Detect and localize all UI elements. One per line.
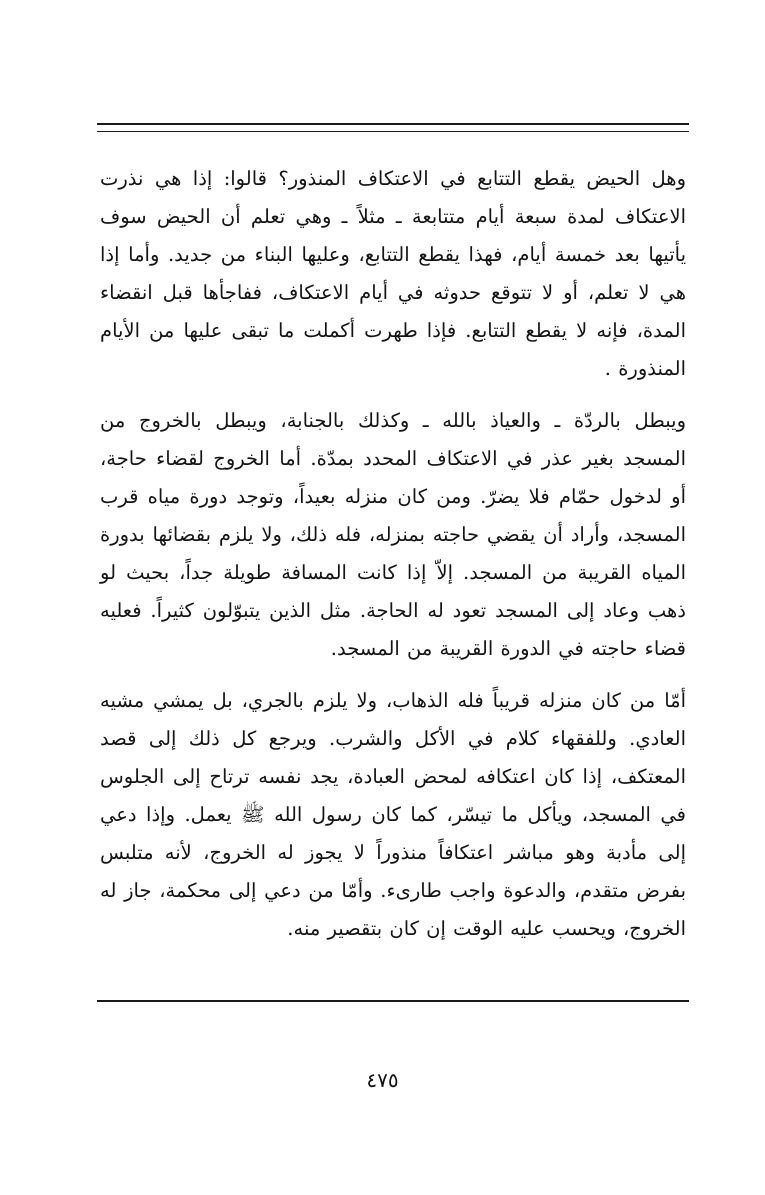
page-number: ٤٧٥ <box>366 1068 399 1092</box>
paragraph-menstruation: وهل الحيض يقطع التتابع في الاعتكاف المنذور؟ قالوا: إذا هي نذرت الاعتكاف لمدة سبعة أيام متتابعة ـ مثلاً ـ وهي تعلم أن الحيض سوف يأتيها بعد خمسة أيام، فهذا يقطع التتابع، وعليها البناء من جديد. وأما إذا هي لا تعلم، أو لا تتوقع حدوثه في أيام الاعتكاف، ففاجأها قبل انقضاء المدة، فإنه لا يقطع التتابع. فإذا طهرت أكملت ما تبقى عليها من الأيام المنذورة . <box>100 167 686 380</box>
paragraph-leaving-mosque: أمّا من كان منزله قريباً فله الذهاب، ولا يلزم بالجري، بل يمشي مشيه العادي. وللفقهاء كلام في الأكل والشرب. ويرجع كل ذلك إلى قصد المعتكف، إذا كان اعتكافه لمحض العبادة، يجد نفسه ترتاح إلى الجلوس في المسجد، ويأكل ما تيسّر، كما كان رسول الله ﷺ يعمل. وإذا دعي إلى مأدبة وهو مباشر اعتكافاً منذوراً لا يجوز له الخروج، لأنه متلبس بفرض متقدم، والدعوة واجب طارىء. وأمّا من دعي إلى محكمة، جاز له الخروج، ويحسب عليه الوقت إن كان بتقصير منه. <box>100 689 686 940</box>
bottom-rule <box>97 1000 689 1002</box>
paragraph-invalidation: ويبطل بالردّة ـ والعياذ بالله ـ وكذلك بالجنابة، ويبطل بالخروج من المسجد بغير عذر في الاعتكاف المحدد بمدّة. أما الخروج لقضاء حاجة، أو لدخول حمّام فلا يضرّ. ومن كان منزله بعيداً، وتوجد دورة مياه قرب المسجد، وأراد أن يقضي حاجته بمنزله، فله ذلك، ولا يلزم بقضائها بدورة المياه القريبة من المسجد. إلاّ إذا كانت المسافة طويلة جداً، بحيث لو ذهب وعاد إلى المسجد تعود له الحاجة. مثل الذين يتبوّلون كثيراً. فعليه قضاء حاجته في الدورة القريبة من المسجد. <box>100 409 686 660</box>
body-text <box>100 160 686 948</box>
top-rule-thin <box>97 131 689 132</box>
top-rule-thick <box>97 123 689 125</box>
